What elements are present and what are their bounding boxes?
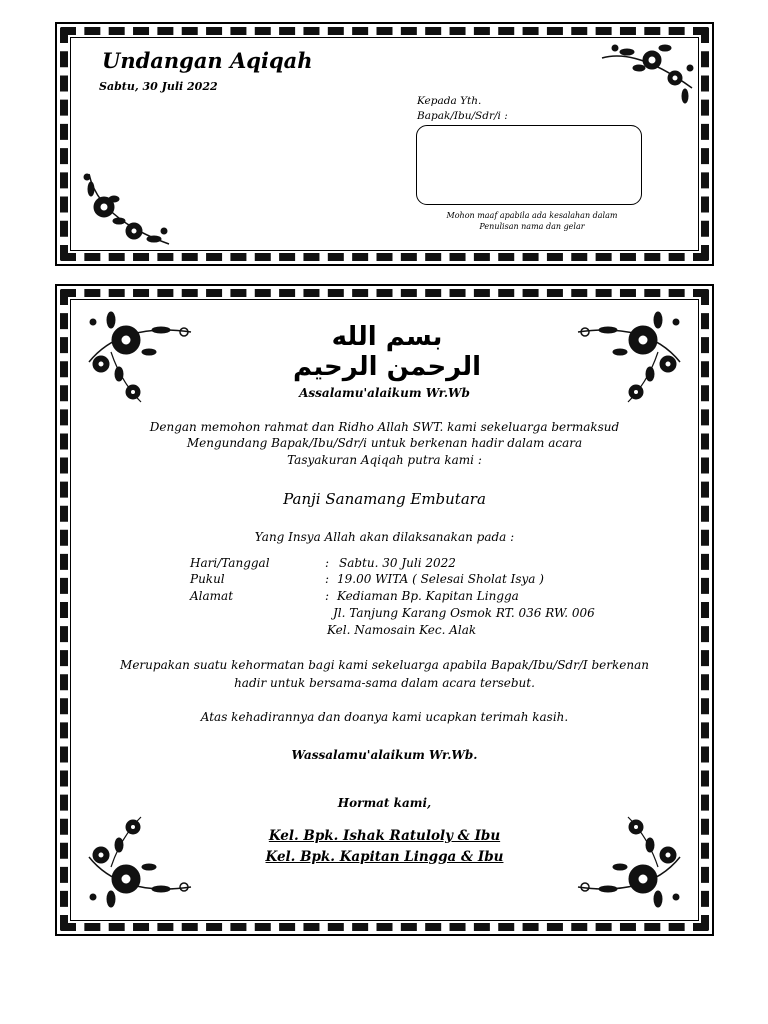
schedule-intro: Yang Insya Allah akan dilaksanakan pada : — [254, 530, 515, 544]
invitation-card — [55, 284, 714, 936]
intro-line-3: Tasyakuran Aqiqah putra kami : — [287, 453, 482, 467]
recipient-label — [417, 94, 508, 124]
day-label: Hari/Tanggal — [190, 556, 270, 570]
thanks-line: Atas kehadirannya dan doanya kami ucapkan terimah kasih. — [200, 710, 569, 724]
bismillah-calligraphy: بسم الله الرحمن الرحيم — [292, 322, 482, 382]
time-value: 19.00 WITA ( Selesai Sholat Isya ) — [337, 572, 544, 586]
place-label: Alamat — [190, 589, 234, 603]
closing-greeting: Wassalamu'alaikum Wr.Wb. — [291, 748, 478, 762]
apology-note-line1: Mohon maaf apabila ada kesalahan dalam — [446, 211, 618, 220]
day-value: Sabtu. 30 Juli 2022 — [339, 556, 456, 570]
regards-line: Hormat kami, — [337, 796, 432, 810]
time-label: Pukul — [190, 572, 225, 586]
place-value-2: Jl. Tanjung Karang Osmok RT. 036 RW. 006 — [333, 606, 595, 620]
envelope-title: Undangan Aqiqah — [102, 48, 313, 73]
place-separator: : — [325, 589, 330, 603]
family-signature-1: Kel. Bpk. Ishak Ratuloly & Ibu — [268, 828, 501, 844]
floral-ornament-top-right-icon — [597, 38, 697, 108]
apology-note — [407, 210, 657, 232]
honor-line-1: Merupakan suatu kehormatan bagi kami sekeluarga apabila Bapak/Ibu/Sdr/I berkenan — [120, 658, 649, 672]
apology-note-line2: Penulisan nama dan gelar — [479, 222, 585, 231]
place-value-3: Kel. Namosain Kec. Alak — [327, 623, 477, 637]
intro-line-2: Mengundang Bapak/Ibu/Sdr/i untuk berkenan hadir dalam acara — [186, 436, 583, 450]
floral-ornament-bottom-left-icon — [79, 169, 174, 249]
day-separator: : — [325, 556, 330, 570]
place-value-1: Kediaman Bp. Kapitan Lingga — [337, 589, 519, 603]
recipient-address-box — [416, 125, 642, 205]
opening-greeting: Assalamu'alaikum Wr.Wb — [299, 386, 470, 400]
family-signature-2: Kel. Bpk. Kapitan Lingga & Ibu — [265, 849, 504, 865]
envelope-date: Sabtu, 30 Juli 2022 — [99, 80, 218, 93]
recipient-label-line1: Kepada Yth. — [417, 95, 482, 107]
intro-line-1: Dengan memohon rahmat dan Ridho Allah SWT. kami sekeluarga bermaksud — [149, 420, 620, 434]
honor-line-2: hadir untuk bersama-sama dalam acara tersebut. — [234, 676, 535, 690]
child-name: Panji Sanamang Embutara — [283, 490, 486, 508]
recipient-label-line2: Bapak/Ibu/Sdr/i : — [417, 110, 508, 122]
envelope-card — [55, 22, 714, 266]
time-separator: : — [325, 572, 330, 586]
